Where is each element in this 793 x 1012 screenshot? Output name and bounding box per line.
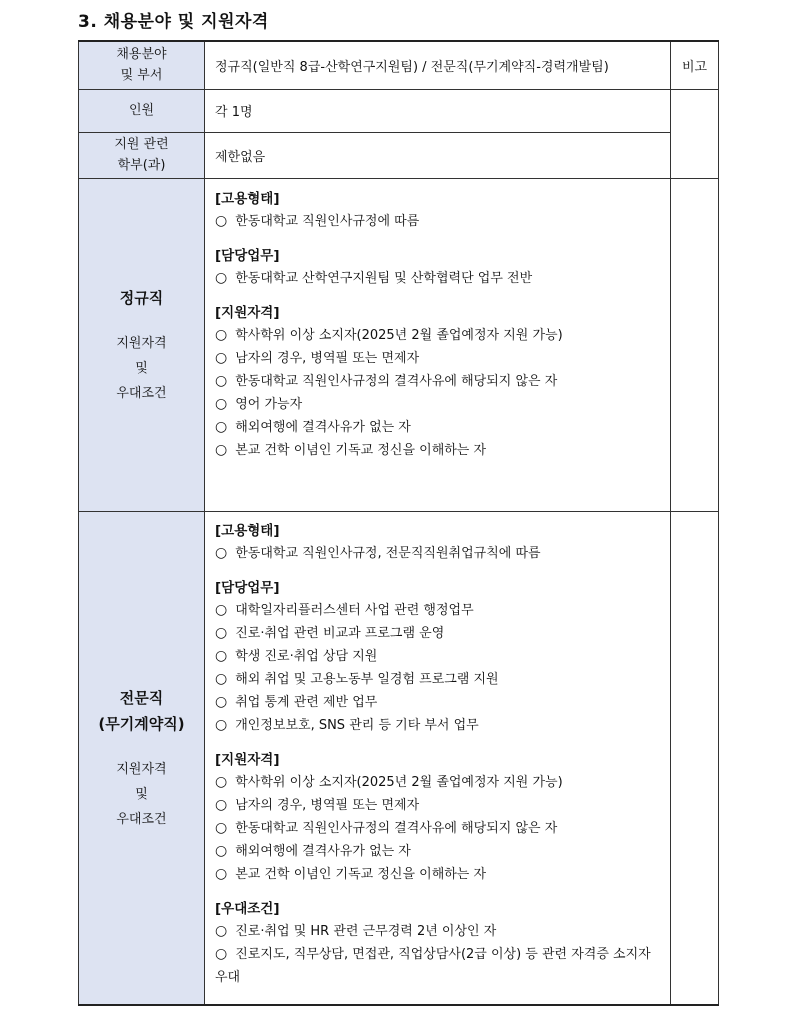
circle-bullet-icon: ○ bbox=[215, 624, 228, 641]
list-item-text: 해외여행에 결격사유가 없는 자 bbox=[235, 419, 411, 435]
circle-bullet-icon: ○ bbox=[215, 395, 228, 412]
label-line: 학부(과) bbox=[117, 158, 166, 173]
circle-bullet-icon: ○ bbox=[215, 773, 228, 790]
note-regular bbox=[671, 178, 719, 511]
section-title: [고용형태] bbox=[215, 190, 280, 207]
list-item-text: 진로지도, 직무상담, 면접관, 직업상담사(2급 이상) 등 관련 자격증 소지자 우대 bbox=[215, 946, 651, 985]
circle-bullet-icon: ○ bbox=[215, 945, 228, 962]
list-item bbox=[215, 920, 670, 943]
row-department bbox=[79, 132, 719, 178]
regular-title: 정규직 bbox=[119, 289, 164, 307]
label-personnel: 인원 bbox=[79, 89, 205, 132]
list-item bbox=[215, 370, 670, 393]
specialist-sub: 지원자격 bbox=[116, 762, 167, 778]
specialist-sub: 및 bbox=[135, 787, 148, 803]
list-item-text: 개인정보보호, SNS 관리 등 기타 부서 업무 bbox=[235, 717, 479, 733]
list-item-text: 취업 통계 관련 제반 업무 bbox=[235, 694, 378, 710]
section-title: [담당업무] bbox=[215, 247, 280, 264]
list-item bbox=[215, 324, 670, 347]
value-department: 제한없음 bbox=[205, 132, 671, 178]
row-specialist bbox=[79, 511, 719, 1005]
circle-bullet-icon: ○ bbox=[215, 819, 228, 836]
section-heading: 3. 채용분야 및 지원자격 bbox=[78, 12, 269, 32]
circle-bullet-icon: ○ bbox=[215, 716, 228, 733]
note-header: 비고 bbox=[671, 41, 719, 89]
list-item-text: 한동대학교 직원인사규정의 결격사유에 해당되지 않은 자 bbox=[235, 820, 558, 836]
list-item bbox=[215, 210, 670, 233]
list-item-text: 한동대학교 산학연구지원팀 및 산학협력단 업무 전반 bbox=[235, 270, 533, 286]
section-title: [우대조건] bbox=[215, 900, 280, 917]
list-item bbox=[215, 943, 670, 989]
list-item-text: 한동대학교 직원인사규정에 따름 bbox=[235, 213, 420, 229]
specialist-sub: 우대조건 bbox=[116, 812, 167, 828]
list-item bbox=[215, 599, 670, 622]
list-item bbox=[215, 817, 670, 840]
list-item bbox=[215, 267, 670, 290]
circle-bullet-icon: ○ bbox=[215, 544, 228, 561]
value-field-department: 정규직(일반직 8급-산학연구지원팀) / 전문직(무기계약직-경력개발팀) bbox=[205, 41, 671, 89]
regular-sub: 우대조건 bbox=[116, 386, 167, 401]
circle-bullet-icon: ○ bbox=[215, 865, 228, 882]
list-item-text: 본교 건학 이념인 기독교 정신을 이해하는 자 bbox=[235, 866, 487, 882]
circle-bullet-icon: ○ bbox=[215, 601, 228, 618]
list-item bbox=[215, 794, 670, 817]
list-item-text: 영어 가능자 bbox=[235, 396, 303, 412]
list-item bbox=[215, 393, 670, 416]
list-item-text: 해외여행에 결격사유가 없는 자 bbox=[235, 843, 411, 859]
row-personnel bbox=[79, 89, 719, 132]
list-item-text: 학생 진로·취업 상담 지원 bbox=[235, 648, 378, 664]
section-title: [지원자격] bbox=[215, 751, 280, 768]
list-item bbox=[215, 542, 670, 565]
list-item bbox=[215, 863, 670, 886]
circle-bullet-icon: ○ bbox=[215, 922, 228, 939]
section-title: [고용형태] bbox=[215, 522, 280, 539]
specialist-sections bbox=[215, 521, 670, 989]
specialist-title: 전문직 bbox=[119, 689, 164, 708]
list-item-text: 한동대학교 직원인사규정, 전문직직원취업규칙에 따름 bbox=[235, 545, 541, 561]
circle-bullet-icon: ○ bbox=[215, 418, 228, 435]
list-item-text: 남자의 경우, 병역필 또는 면제자 bbox=[235, 797, 420, 813]
list-item-text: 본교 건학 이념인 기독교 정신을 이해하는 자 bbox=[235, 442, 487, 458]
regular-sections bbox=[215, 189, 670, 462]
label-department bbox=[79, 132, 205, 178]
label-line: 채용분야 bbox=[116, 47, 167, 63]
specialist-content bbox=[205, 511, 671, 1005]
list-item bbox=[215, 840, 670, 863]
circle-bullet-icon: ○ bbox=[215, 842, 228, 859]
list-item bbox=[215, 714, 670, 737]
value-personnel: 각 1명 bbox=[205, 89, 671, 132]
label-line: 및 부서 bbox=[120, 68, 163, 84]
note-specialist bbox=[671, 511, 719, 1005]
list-item-text: 학사학위 이상 소지자(2025년 2월 졸업예정자 지원 가능) bbox=[235, 774, 563, 790]
regular-content bbox=[205, 178, 671, 511]
list-item bbox=[215, 691, 670, 714]
label-field-department bbox=[79, 41, 205, 89]
circle-bullet-icon: ○ bbox=[215, 693, 228, 710]
section-title: [담당업무] bbox=[215, 579, 280, 596]
list-item bbox=[215, 347, 670, 370]
list-item-text: 해외 취업 및 고용노동부 일경험 프로그램 지원 bbox=[235, 671, 499, 687]
list-item-text: 진로·취업 및 HR 관련 근무경력 2년 이상인 자 bbox=[235, 923, 497, 939]
list-item-text: 남자의 경우, 병역필 또는 면제자 bbox=[235, 350, 420, 366]
circle-bullet-icon: ○ bbox=[215, 269, 228, 286]
list-item-text: 한동대학교 직원인사규정의 결격사유에 해당되지 않은 자 bbox=[235, 373, 558, 389]
label-line: 지원 관련 bbox=[114, 137, 169, 152]
list-item-text: 진로·취업 관련 비교과 프로그램 운영 bbox=[235, 625, 445, 641]
circle-bullet-icon: ○ bbox=[215, 670, 228, 687]
circle-bullet-icon: ○ bbox=[215, 326, 228, 343]
circle-bullet-icon: ○ bbox=[215, 441, 228, 458]
circle-bullet-icon: ○ bbox=[215, 647, 228, 664]
list-item bbox=[215, 771, 670, 794]
specialist-title-sub: (무기계약직) bbox=[98, 715, 185, 734]
recruitment-table bbox=[78, 40, 719, 1006]
circle-bullet-icon: ○ bbox=[215, 372, 228, 389]
regular-sub: 및 bbox=[135, 361, 148, 376]
list-item-text: 학사학위 이상 소지자(2025년 2월 졸업예정자 지원 가능) bbox=[235, 327, 563, 343]
list-item-text: 대학일자리플러스센터 사업 관련 행정업무 bbox=[235, 602, 474, 618]
list-item bbox=[215, 439, 670, 462]
list-item bbox=[215, 668, 670, 691]
circle-bullet-icon: ○ bbox=[215, 349, 228, 366]
section-title: [지원자격] bbox=[215, 304, 280, 321]
label-specialist bbox=[79, 511, 205, 1005]
label-regular bbox=[79, 178, 205, 511]
circle-bullet-icon: ○ bbox=[215, 212, 228, 229]
row-field-department bbox=[79, 41, 719, 89]
list-item bbox=[215, 645, 670, 668]
list-item bbox=[215, 416, 670, 439]
note-cell-top bbox=[671, 89, 719, 178]
list-item bbox=[215, 622, 670, 645]
regular-sub: 지원자격 bbox=[116, 336, 167, 351]
circle-bullet-icon: ○ bbox=[215, 796, 228, 813]
row-regular bbox=[79, 178, 719, 511]
